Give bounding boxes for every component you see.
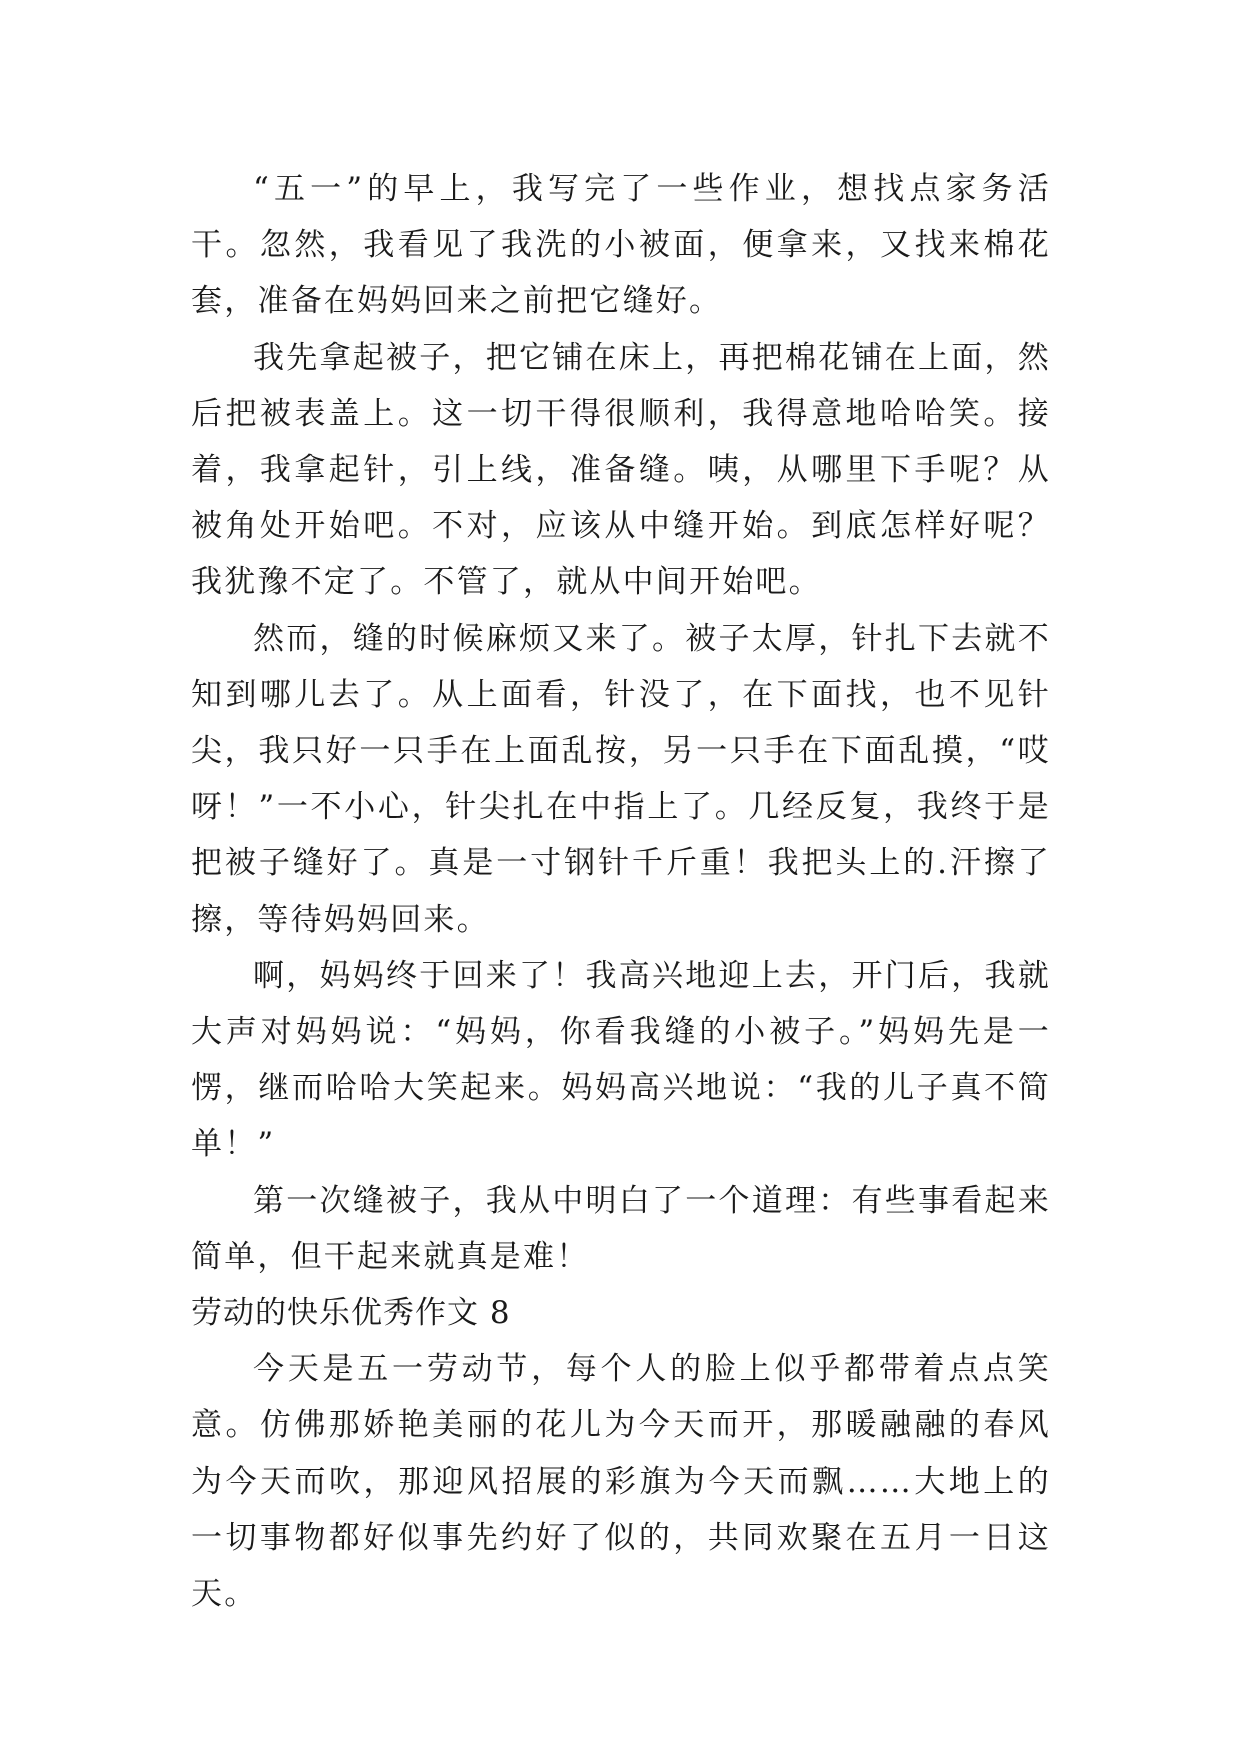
paragraph-3: 然而，缝的时候麻烦又来了。被子太厚，针扎下去就不知到哪儿去了。从上面看，针没了，在下面找，也不见针尖，我只好一只手在上面乱按，另一只手在下面乱摸，“哎呀！”一不小心，针尖扎在中指上了。几经反复，我终于是把被子缝好了。真是一寸钢针千斤重！我把头上的.汗擦了擦，等待妈妈回来。 [191,620,1051,938]
paragraph-4: 啊，妈妈终于回来了！我高兴地迎上去，开门后，我就大声对妈妈说：“妈妈，你看我缝的小被子。”妈妈先是一愣，继而哈哈大笑起来。妈妈高兴地说：“我的儿子真不简单！” [191,957,1051,1163]
document-body [191,161,1051,1622]
paragraph-5: 第一次缝被子，我从中明白了一个道理：有些事看起来简单，但干起来就真是难！ [191,1182,1051,1275]
paragraph-1: “五一”的早上，我写完了一些作业，想找点家务活干。忽然，我看见了我洗的小被面，便拿来，又找来棉花套，准备在妈妈回来之前把它缝好。 [191,171,1051,320]
essay-heading: 劳动的快乐优秀作文 8 [191,1295,511,1332]
paragraph-2: 我先拿起被子，把它铺在床上，再把棉花铺在上面，然后把被表盖上。这一切干得很顺利，我得意地哈哈笑。接着，我拿起针，引上线，准备缝。咦，从哪里下手呢？从被角处开始吧。不对，应该从中缝开始。到底怎样好呢？我犹豫不定了。不管了，就从中间开始吧。 [191,339,1051,601]
paragraph-6: 今天是五一劳动节，每个人的脸上似乎都带着点点笑意。仿佛那娇艳美丽的花儿为今天而开，那暖融融的春风为今天而吹，那迎风招展的彩旗为今天而飘……大地上的一切事物都好似事先约好了似的，共同欢聚在五月一日这天。 [191,1351,1051,1613]
